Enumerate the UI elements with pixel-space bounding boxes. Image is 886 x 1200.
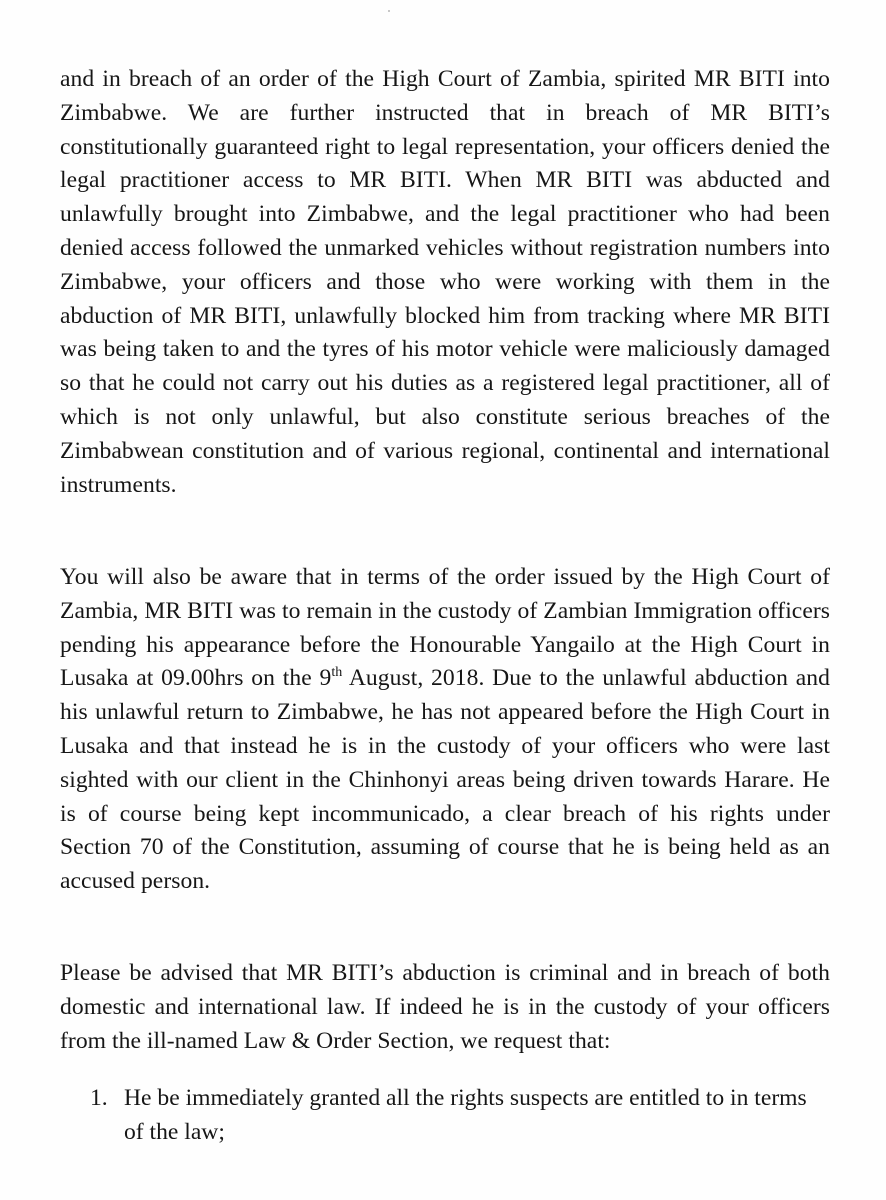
paragraph-custody-text-end: August, 2018. Due to the unlawful abduction and his unlawful return to Zimbabwe, he has not appeared before the High Court in Lusaka and that instead he is in the custody of your officers who were last sighted with our client in the Chinhonyi areas being driven towards Harare. He is of course being kept incommunicado, a clear breach of his rights under Section 70 of the Constitution, assuming of course that he is being held as an accused person. <box>60 665 830 895</box>
paragraph-custody-text-start: You will also be aware that in terms of the order issued by the High Court of Zambia, MR BITI was to remain in the custody of Zambian Immigration officers pending his appearance before the Honourable Yangailo at the High Court in Lusaka at 09.00hrs on the 9 <box>60 564 830 692</box>
request-list <box>60 1082 830 1150</box>
paragraph-custody-order <box>60 561 830 899</box>
scan-speck <box>388 10 390 12</box>
list-item-text: He be immediately granted all the rights suspects are entitled to in terms of the law; <box>124 1085 807 1145</box>
list-item <box>60 1082 830 1150</box>
paragraph-abduction-details: and in breach of an order of the High Court of Zambia, spirited MR BITI into Zimbabwe. We are further instructed that in breach of MR BITI’s constitutionally guaranteed right to legal representation, your officers denied the legal practitioner access to MR BITI. When MR BITI was abducted and unlawfully brought into Zimbabwe, and the legal practitioner who had been denied access followed the unmarked vehicles without registration numbers into Zimbabwe, your officers and those who were working with them in the abduction of MR BITI, unlawfully blocked him from tracking where MR BITI was being taken to and the tyres of his motor vehicle were maliciously damaged so that he could not carry out his duties as a registered legal practitioner, all of which is not only unlawful, but also constitute serious breaches of the Zimbabwean constitution and of various regional, continental and international instruments. <box>60 66 830 498</box>
ordinal-suffix: th <box>331 665 343 681</box>
paragraph-request-intro: Please be advised that MR BITI’s abduction is criminal and in breach of both domestic and international law. If indeed he is in the custody of your officers from the ill-named Law & Order Section, we request that: <box>60 960 830 1054</box>
list-item-number: 1. <box>90 1085 108 1111</box>
